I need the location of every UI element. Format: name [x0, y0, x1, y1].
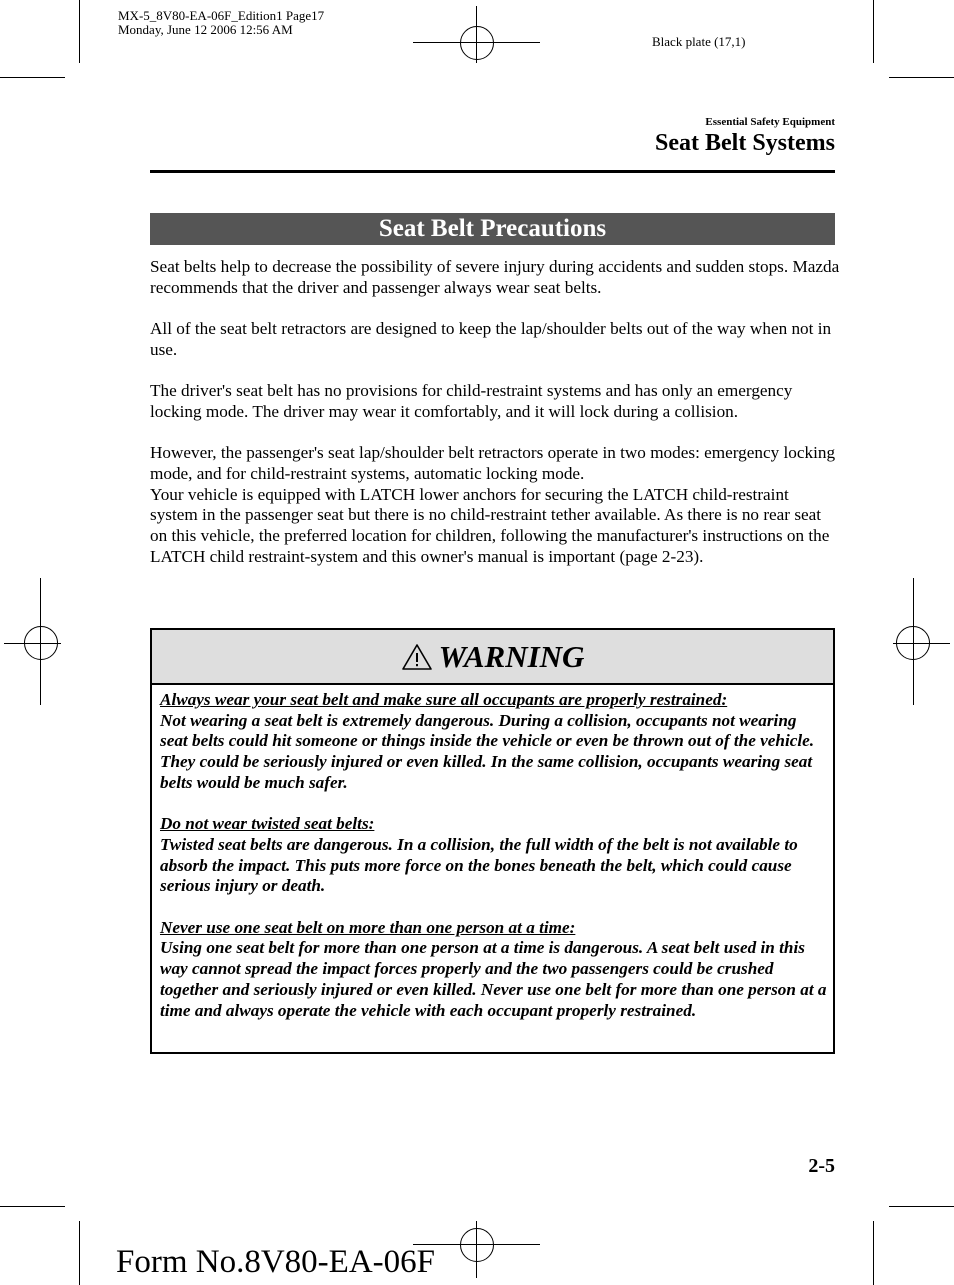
section-label: Essential Safety Equipment [705, 116, 835, 128]
warning-item-text: Twisted seat belts are dangerous. In a collision, the full width of the belt is not available to absorb the impact. This puts more force on the bones beneath the belt, which could cause serious injury or death. [160, 834, 798, 896]
file-line: MX-5_8V80-EA-06F_Edition1 Page17 [118, 8, 325, 23]
page-title: Seat Belt Systems [655, 130, 835, 156]
warning-item [160, 814, 827, 897]
warning-item-heading: Always wear your seat belt and make sure all occupants are properly restrained: [160, 690, 728, 709]
warning-title: WARNING [438, 638, 585, 674]
paragraph: However, the passenger's seat lap/shoulder belt retractors operate in two modes: emergency locking mode, and for child-restraint systems, automatic locking mode. [150, 443, 836, 483]
warning-item-text: Not wearing a seat belt is extremely dangerous. During a collision, occupants not wearing seat belts could hit someone or things inside the vehicle or even be thrown out of the vehicle. They could be seriously injured or even killed. In the same collision, occupants wearing seat belts would be much safer. [160, 710, 815, 792]
date-line: Monday, June 12 2006 12:56 AM [118, 22, 293, 37]
warning-box [150, 628, 835, 1054]
plate-label: Black plate (17,1) [652, 34, 746, 49]
warning-triangle-icon [401, 643, 433, 671]
warning-item [160, 918, 827, 1022]
warning-item-heading: Never use one seat belt on more than one person at a time: [160, 917, 576, 937]
paragraph: Seat belts help to decrease the possibility of severe injury during accidents and sudden stops. Mazda recommends that the driver and passenger always wear seat belts. [150, 257, 840, 297]
body-text [150, 257, 840, 588]
paragraph: All of the seat belt retractors are designed to keep the lap/shoulder belts out of the way when not in use. [150, 319, 832, 359]
print-meta [118, 9, 324, 37]
warning-item-text: Using one seat belt for more than one person at a time is dangerous. A seat belt used in this way cannot spread the impact forces properly and the two passengers could be crushed together and seriously injured or even killed. Never use one belt for more than one person at a time and always operate the vehicle with each occupant properly restrained. [160, 938, 827, 1020]
paragraph: Your vehicle is equipped with LATCH lower anchors for securing the LATCH child-restraint system in the passenger seat but there is no child-restraint tether available. As there is no rear seat on this vehicle, the preferred location for children, following the manufacturer's instructions on the LATCH child restraint-system and this owner's manual is important (page 2-23). [150, 484, 830, 566]
warning-item-heading: Do not wear twisted seat belts: [160, 814, 375, 834]
section-title-band: Seat Belt Precautions [150, 213, 835, 245]
warning-header [152, 630, 833, 685]
warning-item [160, 690, 827, 794]
page-number: 2-5 [808, 1155, 835, 1177]
form-number: Form No.8V80-EA-06F [116, 1244, 435, 1280]
warning-body [152, 685, 833, 1021]
paragraph: The driver's seat belt has no provisions for child-restraint systems and has only an emergency locking mode. The driver may wear it comfortably, and it will lock during a collision. [150, 381, 793, 421]
header-rule [150, 170, 835, 173]
